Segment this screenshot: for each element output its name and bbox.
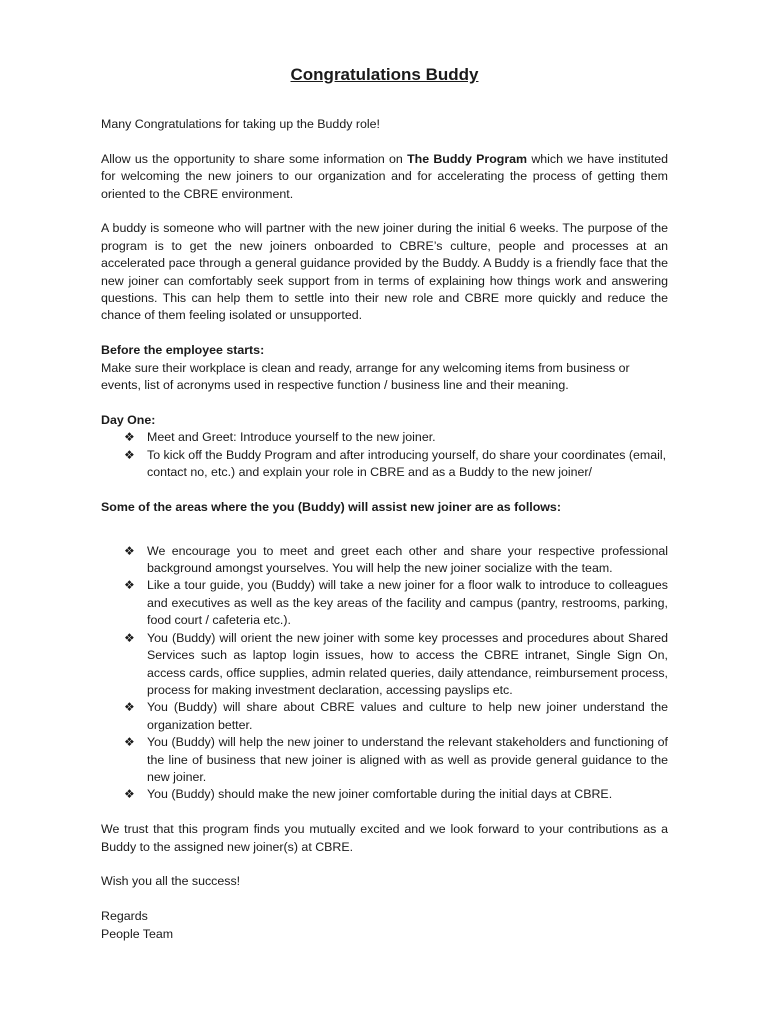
day-one-heading: Day One: (101, 412, 156, 427)
diamond-bullet-icon: ❖ (124, 447, 135, 462)
page-title: Congratulations Buddy (290, 65, 479, 84)
day-one-list (101, 429, 668, 481)
list-item: ❖ You (Buddy) will orient the new joiner with some key processes and procedures about Shared Services such as laptop login issues, how to access the CBRE intranet, Single Sign On, access cards, office supplies, admin related queries, daily attendance, reimbursement process, process for making investment declaration, accessing payslips etc. (124, 630, 668, 697)
intro-paragraph: Many Congratulations for taking up the Buddy role! (101, 117, 380, 131)
program-intro-paragraph (101, 151, 668, 203)
list-item: ❖ You (Buddy) will share about CBRE values and culture to help new joiner understand the organization better. (124, 700, 668, 732)
signature-line: People Team (101, 926, 174, 941)
diamond-bullet-icon: ❖ (124, 787, 135, 802)
before-start-text: Make sure their workplace is clean and ready, arrange for any welcoming items from business or events, list of acronyms used in respective function / business line and their meaning. (101, 360, 630, 393)
diamond-bullet-icon: ❖ (124, 700, 135, 715)
diamond-bullet-icon: ❖ (124, 543, 135, 558)
document-page (101, 64, 668, 943)
areas-heading: Some of the areas where the you (Buddy) will assist new joiner are as follows: (101, 499, 561, 514)
wish-line: Wish you all the success! (101, 874, 241, 889)
program-name: The Buddy Program (407, 151, 528, 166)
list-item: ❖ To kick off the Buddy Program and after introducing yourself, do share your coordinates (email, contact no, etc.) and explain your role in CBRE and as a Buddy to the new joiner/ (124, 447, 667, 480)
areas-list (101, 543, 668, 804)
list-item: ❖ Like a tour guide, you (Buddy) will take a new joiner for a floor walk to introduce to colleagues and executives as well as the key areas of the facility and campus (pantry, restrooms, parking, food court / cafeteria etc.). (124, 578, 668, 628)
diamond-bullet-icon: ❖ (124, 630, 135, 645)
list-item: ❖ We encourage you to meet and greet each other and share your respective professional background amongst yourselves. You will help the new joiner socialize with the team. (124, 543, 668, 576)
list-item: ❖ You (Buddy) should make the new joiner comfortable during the initial days at CBRE. (101, 786, 668, 803)
diamond-bullet-icon: ❖ (124, 578, 135, 593)
regards-line: Regards (101, 909, 148, 924)
list-item: ❖ You (Buddy) will help the new joiner to understand the relevant stakeholders and functioning of the line of business that new joiner is aligned with as well as provide general guidance to the new joiner. (124, 735, 668, 784)
closing-paragraph: We trust that this program finds you mutually excited and we look forward to your contributions as a Buddy to the assigned new joiner(s) at CBRE. (101, 822, 668, 854)
program-intro-text-start: Allow us the opportunity to share some information on (101, 151, 408, 166)
diamond-bullet-icon: ❖ (124, 735, 135, 750)
buddy-description-paragraph: A buddy is someone who will partner with the new joiner during the initial 6 weeks. The purpose of the program is to get the new joiners onboarded to CBRE’s culture, people and processes at an accelerated pace through a general guidance provided by the Buddy. A Buddy is a friendly face that the new joiner can comfortably seek support from in terms of explaining how things work and answering questions. This can help them to settle into their new role and CBRE more quickly and reduce the chance of them feeling isolated or unsupported. (101, 221, 668, 323)
diamond-bullet-icon: ❖ (124, 430, 135, 445)
before-start-heading: Before the employee starts: (101, 343, 265, 358)
list-item: ❖ Meet and Greet: Introduce yourself to the new joiner. (101, 429, 668, 446)
program-intro-text-end: which we have instituted for welcoming the new joiners to our organization and for accelerating the process of getting them oriented to the CBRE environment. (101, 151, 669, 201)
